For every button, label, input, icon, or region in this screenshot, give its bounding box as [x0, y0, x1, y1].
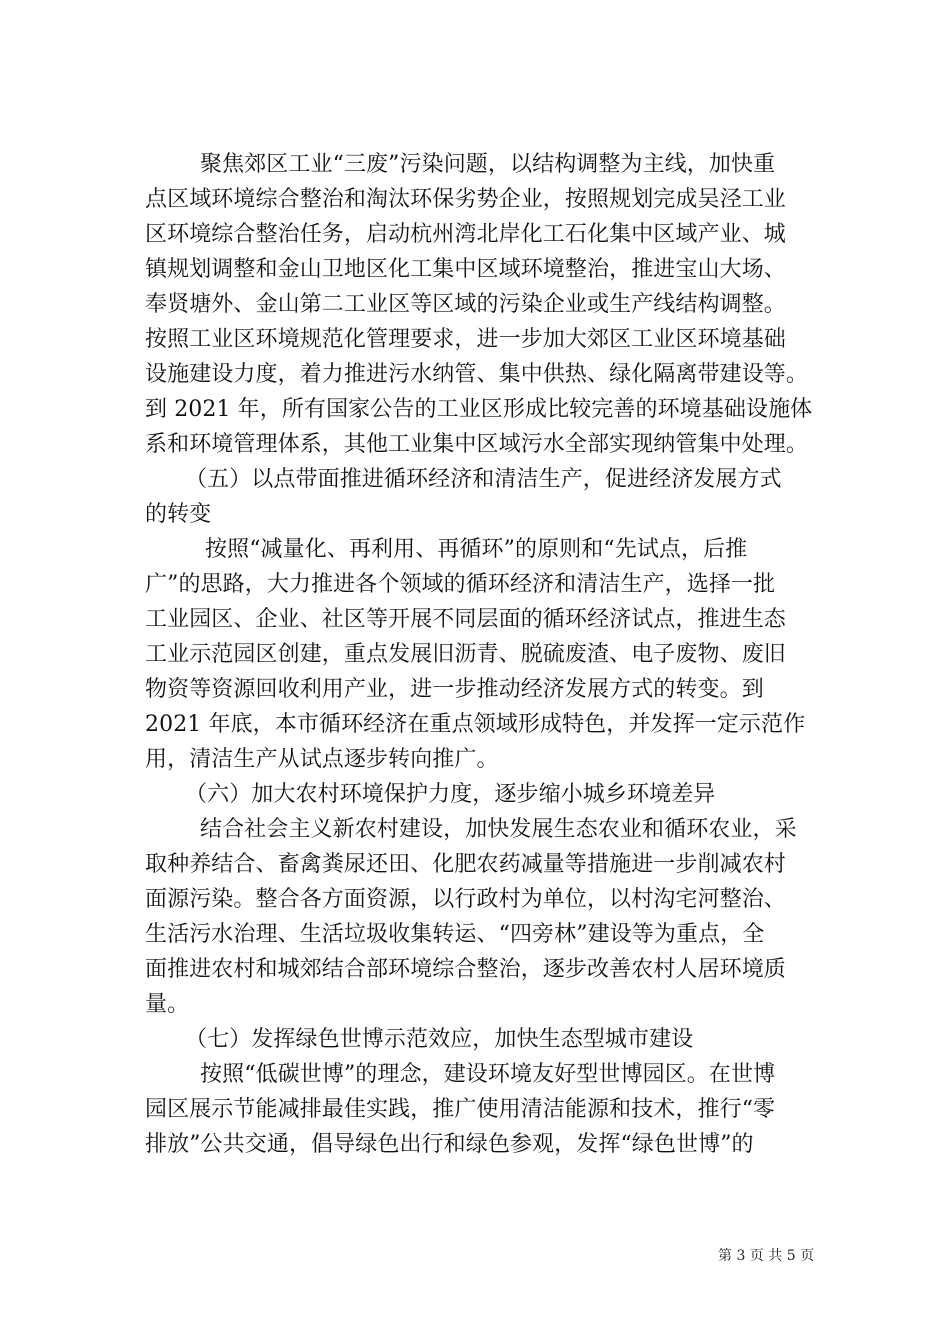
- text-line: 面源污染。整合各方面资源，以行政村为单位，以村沟宅河整治、: [145, 887, 786, 912]
- text-line: 面推进农村和城郊结合部环境综合整治，逐步改善农村人居环境质: [145, 957, 786, 982]
- text-line: 工业示范园区创建，重点发展旧沥青、脱硫废渣、电子废物、废旧: [145, 642, 786, 667]
- text-line: 生活污水治理、生活垃圾收集转运、“四旁林”建设等为重点，全: [145, 922, 765, 947]
- section-heading: 的转变: [145, 502, 212, 527]
- text-line: 到 2021 年，所有国家公告的工业区形成比较完善的环境基础设施体: [145, 397, 813, 422]
- text-line: 点区域环境综合整治和淘汰环保劣势企业，按照规划完成吴泾工业: [145, 187, 786, 212]
- text-line: 排放”公共交通，倡导绿色出行和绿色参观，发挥“绿色世博”的: [145, 1132, 754, 1157]
- text-line: 系和环境管理体系，其他工业集中区域污水全部实现纳管集中处理。: [145, 432, 809, 457]
- text-line: 按照工业区环境规范化管理要求，进一步加大郊区工业区环境基础: [145, 327, 786, 352]
- text-line: 工业园区、企业、社区等开展不同层面的循环经济试点，推进生态: [145, 607, 786, 632]
- section-heading: （六）加大农村环境保护力度，逐步缩小城乡环境差异: [185, 782, 716, 807]
- text-line: 设施建设力度，着力推进污水纳管、集中供热、绿化隔离带建设等。: [145, 362, 809, 387]
- text-line: 结合社会主义新农村建设，加快发展生态农业和循环农业，采: [200, 817, 797, 842]
- text-line: 按照“低碳世博”的理念，建设环境友好型世博园区。在世博: [200, 1062, 776, 1087]
- text-line: 取种养结合、畜禽粪尿还田、化肥农药减量等措施进一步削减农村: [145, 852, 786, 877]
- text-line: 区环境综合整治任务，启动杭州湾北岸化工石化集中区域产业、城: [145, 222, 786, 247]
- text-line: 按照“减量化、再利用、再循环”的原则和“先试点，后推: [205, 537, 748, 562]
- text-line: 2021 年底，本市循环经济在重点领域形成特色，并发挥一定示范作: [145, 712, 806, 737]
- text-line: 园区展示节能减排最佳实践，推广使用清洁能源和技术，推行“零: [145, 1097, 776, 1122]
- section-heading: （七）发挥绿色世博示范效应，加快生态型城市建设: [185, 1027, 694, 1052]
- text-line: 镇规划调整和金山卫地区化工集中区域环境整治，推进宝山大场、: [145, 257, 786, 282]
- text-line: 奉贤塘外、金山第二工业区等区域的污染企业或生产线结构调整。: [145, 292, 786, 317]
- text-line: 用，清洁生产从试点逐步转向推广。: [145, 747, 499, 772]
- page-number: 第 3 页 共 5 页: [718, 1248, 815, 1264]
- text-line: 量。: [145, 992, 190, 1017]
- text-line: 广”的思路，大力推进各个领域的循环经济和清洁生产，选择一批: [145, 572, 776, 597]
- section-heading: （五）以点带面推进循环经济和清洁生产，促进经济发展方式: [185, 467, 782, 492]
- text-line: 聚焦郊区工业“三废”污染问题，以结构调整为主线，加快重: [200, 152, 776, 177]
- text-line: 物资等资源回收利用产业，进一步推动经济发展方式的转变。到: [145, 677, 764, 702]
